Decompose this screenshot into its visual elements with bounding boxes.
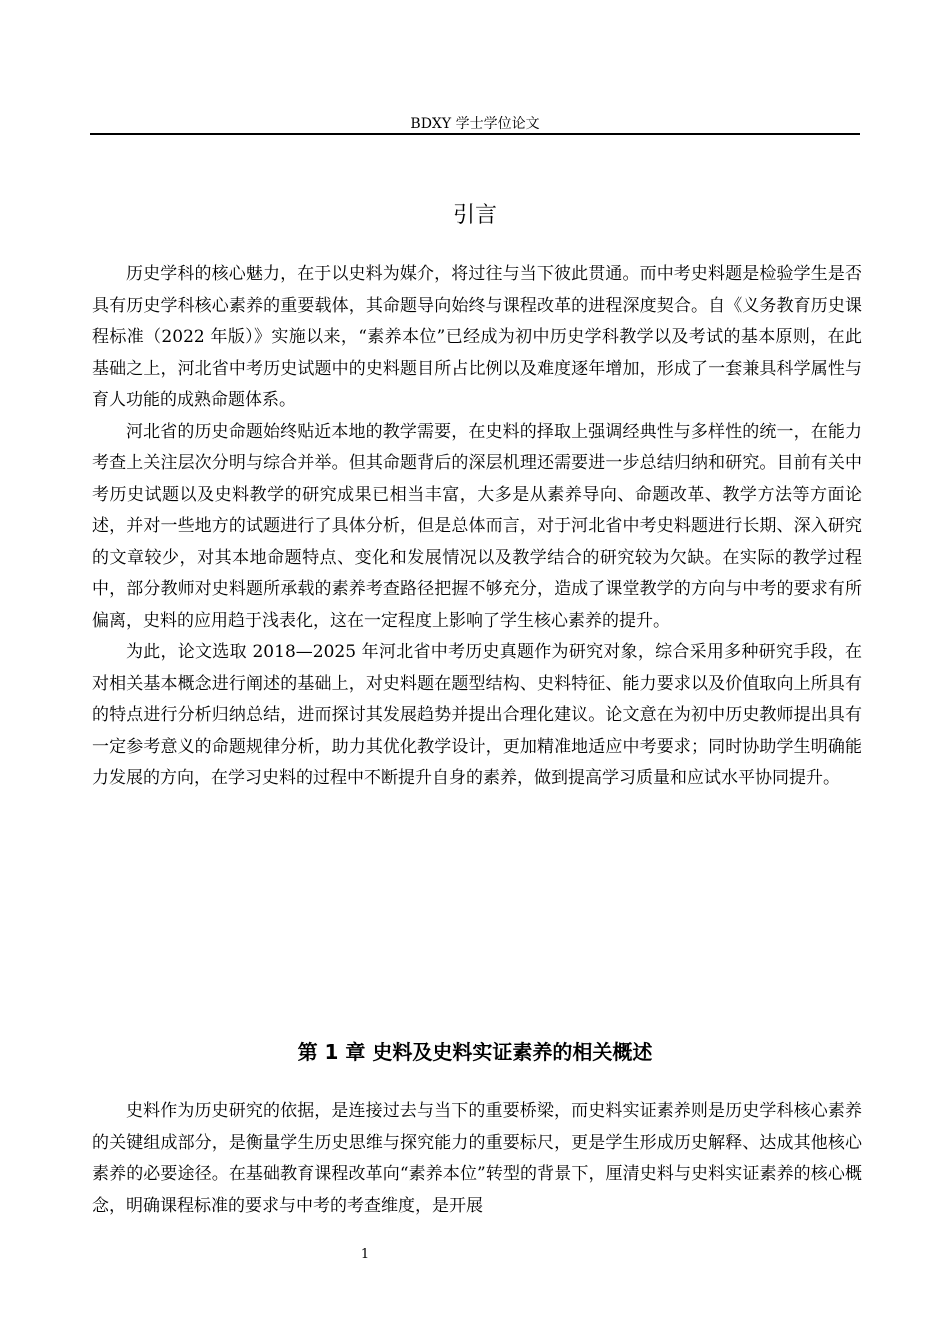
page-number: 1 — [360, 1247, 370, 1262]
paragraph: 历史学科的核心魅力，在于以史料为媒介，将过往与当下彼此贯通。而中考史料题是检验学生是否具有历史学科核心素养的重要载体，其命题导向始终与课程改革的进程深度契合。自《义务教育历史课程标准（2022 年版）》实施以来，“素养本位”已经成为初中历史学科教学以及考试的基本原则，在此基础之上，河北省中考历史试题中的史料题目所占比例以及难度逐年增加，形成了一套兼具科学属性与育人功能的成熟命题体系。 — [92, 264, 862, 410]
section-title-introduction: 引言 — [452, 203, 497, 228]
running-header: BDXY 学士学位论文 — [410, 116, 540, 132]
chapter-title: 第 1 章 史料及史料实证素养的相关概述 — [297, 1040, 653, 1064]
paragraph: 河北省的历史命题始终贴近本地的教学需要，在史料的择取上强调经典性与多样性的统一，在能力考查上关注层次分明与综合并举。但其命题背后的深层机理还需要进一步总结归纳和研究。目前有关中考历史试题以及史料教学的研究成果已相当丰富，大多是从素养导向、命题改革、教学方法等方面论述，并对一些地方的试题进行了具体分析，但是总体而言，对于河北省中考史料题进行长期、深入研究的文章较少，对其本地命题特点、变化和发展情况以及教学结合的研究较为欠缺。在实际的教学过程中，部分教师对史料题所承载的素养考查路径把握不够充分，造成了课堂教学的方向与中考的要求有所偏离，史料的应用趋于浅表化，这在一定程度上影响了学生核心素养的提升。 — [92, 421, 862, 631]
paragraph: 为此，论文选取 2018—2025 年河北省中考历史真题作为研究对象，综合采用多种研究手段，在对相关基本概念进行阐述的基础上，对史料题在题型结构、史料特征、能力要求以及价值取向上所具有的特点进行分析归纳总结，进而探讨其发展趋势并提出合理化建议。论文意在为初中历史教师提出具有一定参考意义的命题规律分析，助力其优化教学设计，更加精准地适应中考要求；同时协助学生明确能力发展的方向，在学习史料的过程中不断提升自身的素养，做到提高学习质量和应试水平协同提升。 — [92, 642, 862, 788]
header-rule — [90, 133, 860, 135]
introduction-body — [92, 259, 862, 795]
chapter-body — [92, 1096, 862, 1222]
paragraph: 史料作为历史研究的依据，是连接过去与当下的重要桥梁，而史料实证素养则是历史学科核心素养的关键组成部分，是衡量学生历史思维与探究能力的重要标尺，更是学生形成历史解释、达成其他核心素养的必要途径。在基础教育课程改革向“素养本位”转型的背景下，厘清史料与史料实证素养的核心概念，明确课程标准的要求与中考的考查维度，是开展 — [92, 1101, 862, 1216]
